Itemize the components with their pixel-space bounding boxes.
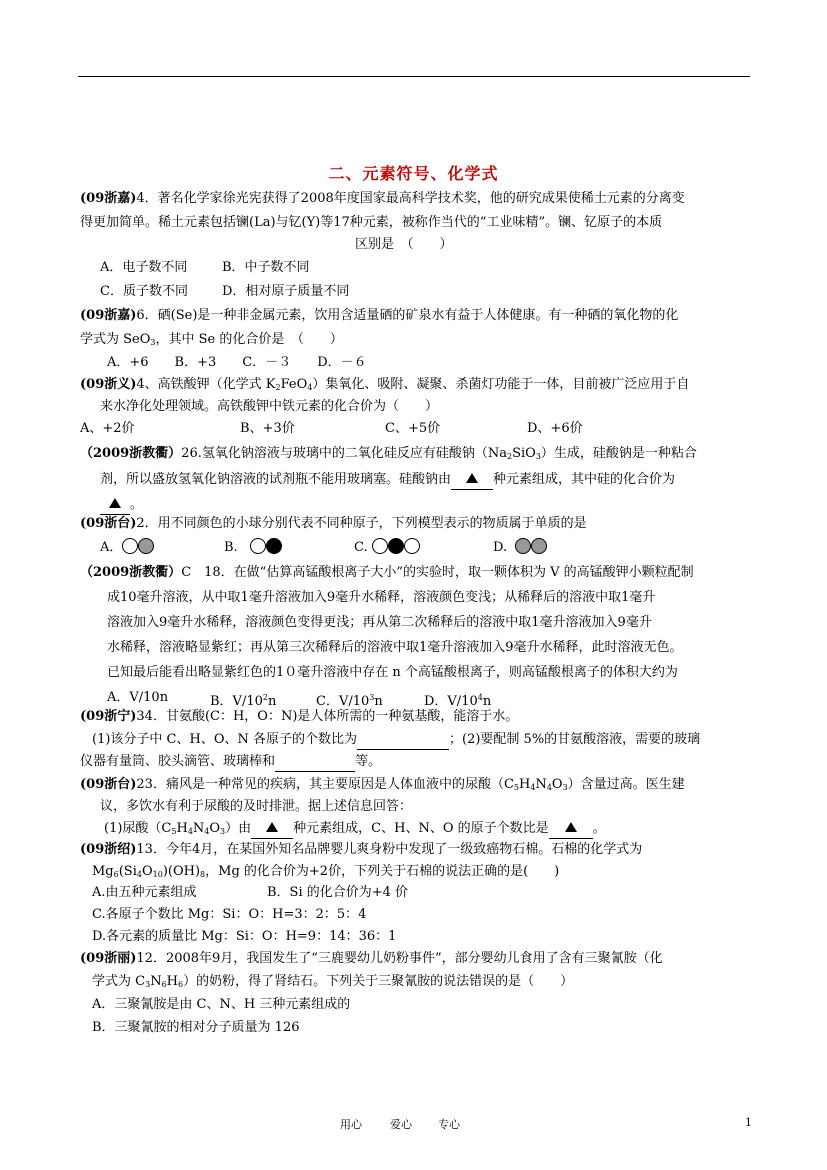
white-atom-icon xyxy=(122,538,138,554)
q8-blank-1[interactable] xyxy=(251,820,293,839)
q9-option-b: B．Si 的化合价为+4 价 xyxy=(267,885,409,900)
q6-line-1: （2009浙教衢）C 18．在做“估算高锰酸根离子大小”的实验时，取一颗体积为 V 的高锰酸钾小颗粒配制 xyxy=(80,565,694,580)
q10-line-1: (09浙丽)12．2008年9月，我国发生了“三鹿婴幼儿奶粉事件”，部分婴幼儿食用了含有三聚氰胺（化 xyxy=(80,951,663,966)
q1-line-3: 区别是 （ ） xyxy=(355,237,453,252)
q6-line-3: 溶液加入9毫升水稀释，溶液颜色变得更浅；再从第二次稀释后的溶液中取1毫升溶液加入9毫升 xyxy=(107,615,652,630)
q1-line-2: 得更加简单。稀土元素包括镧(La)与钇(Y)等17种元素，被称作当代的“工业味精”。镧、钇原子的本质 xyxy=(80,215,663,230)
q1-tag: (09浙嘉) xyxy=(80,191,137,206)
q10-option-a: A．三聚氰胺是由 C、N、H 三种元素组成的 xyxy=(92,997,351,1012)
q6-line-5: 已知最后能看出略显紫红色的1０毫升溶液中存在 n 个高锰酸根离子，则高锰酸根离子的体积大约为 xyxy=(107,665,678,680)
q8-tag: (09浙台) xyxy=(80,777,137,792)
q6-line-2: 成10毫升溶液，从中取1毫升溶液加入9毫升水稀释，溶液颜色变浅；从稀释后的溶液中取1毫升 xyxy=(107,590,656,605)
q3-option-b: B、+3价 xyxy=(240,421,295,436)
q4-blank-2[interactable] xyxy=(100,496,130,515)
q2-tag: (09浙嘉) xyxy=(80,308,137,323)
q8-line-1: (09浙台)23．痛风是一种常见的疾病，其主要原因是人体血液中的尿酸$(C_5H_4N_4O_3)$含量过高。医生建 xyxy=(80,777,685,792)
q1-option-a: A．电子数不同 xyxy=(100,260,188,275)
q8-line-2: 议，多饮水有利于尿酸的及时排泄。据上述信息回答： xyxy=(100,799,413,814)
q6-line-4: 水稀释，溶液略显紫红；再从第三次稀释后的溶液中取1毫升溶液加入9毫升水稀释，此时溶液无色。 xyxy=(107,640,683,655)
q7-tag: (09浙宁) xyxy=(80,709,137,724)
q3-line-2: 来水净化处理领域。高铁酸钾中铁元素的化合价为（ ） xyxy=(100,399,439,414)
q7-line-2: (1)该分子中 C、H、O、N 各原子的个数比为 ；(2)要配制 5%的甘氨酸溶液，需要的玻璃 xyxy=(92,731,700,750)
q10-tag: (09浙丽) xyxy=(80,951,137,966)
black-atom-icon xyxy=(388,538,404,554)
footer-text-1: 用心 xyxy=(340,1118,362,1131)
black-atom-icon xyxy=(266,538,282,554)
q9-tag: (09浙绍) xyxy=(80,842,137,857)
white-atom-icon xyxy=(250,538,266,554)
q9-option-c: C.各原子个数比 Mg：Si：O：H=3：2：5：4 xyxy=(92,907,367,922)
q3-tag: (09浙义) xyxy=(80,377,137,392)
gray-atom-icon xyxy=(138,538,154,554)
q5-line-1: (09浙台)2．用不同颜色的小球分别代表不同种原子，下列模型表示的物质属于单质的是 xyxy=(80,516,587,531)
triangle-icon xyxy=(565,822,577,832)
q4-blank-1[interactable] xyxy=(451,471,493,490)
q7-line-3: 仪器有量筒、胶头滴管、玻璃棒和 等。 xyxy=(80,753,381,772)
q6-option-a: A．V/10n xyxy=(107,690,169,705)
triangle-icon xyxy=(466,473,478,483)
q4-line-2: 剂，所以盛放氢氧化钠溶液的试剂瓶不能用玻璃塞。硅酸钠由 种元素组成，其中硅的化合价为 xyxy=(100,471,675,490)
q7-blank-2[interactable] xyxy=(275,753,355,772)
page-number: 1 xyxy=(745,1116,752,1129)
page-title: 二、元素符号、化学式 xyxy=(328,164,499,183)
q2-line-2: 学式为 SeO$_3$，其中 Se 的化合价是 （ ） xyxy=(80,332,343,347)
footer-text-3: 专心 xyxy=(438,1118,460,1131)
q6-option-b: B．$V/10^2n$ xyxy=(210,693,277,709)
q10-option-b: B．三聚氰胺的相对分子质量为 126 xyxy=(92,1020,300,1035)
q6-option-c: C．$V/10^3n$ xyxy=(316,693,383,709)
q3-line-1: (09浙义)4、高铁酸钾（化学式 $K_2FeO_4$）集氧化、吸附、凝聚、杀菌灯功能于一体，目前被广泛应用于自 xyxy=(80,377,690,392)
q3-option-c: C、+5价 xyxy=(385,421,441,436)
gray-atom-icon xyxy=(515,538,531,554)
q5-option-b: B. xyxy=(224,538,282,557)
q4-line-3: 。 xyxy=(100,496,143,515)
q5-tag: (09浙台) xyxy=(80,516,137,531)
triangle-icon xyxy=(109,498,121,508)
q5-option-d: D. xyxy=(493,538,547,557)
triangle-icon xyxy=(266,822,278,832)
footer-text-2: 爱心 xyxy=(390,1118,412,1131)
header-rule xyxy=(78,76,750,77)
q1-option-b: B．中子数不同 xyxy=(222,260,310,275)
q1-option-d: D．相对原子质量不同 xyxy=(222,284,350,299)
gray-atom-icon xyxy=(531,538,547,554)
q8-blank-2[interactable] xyxy=(549,820,593,839)
q7-blank-1[interactable] xyxy=(357,731,449,750)
q1-option-c: C．质子数不同 xyxy=(100,284,188,299)
q9-line-2: $Mg_6(Si_4O_{10})(OH)_8$，Mg 的化合价为+2价，下列关于石棉的说法正确的是( ) xyxy=(92,864,560,879)
q10-line-2: 学式为 $C_3N_6H_6$）的奶粉，得了肾结石。下列关于三聚氰胺的说法错误的是（ ） xyxy=(92,974,574,989)
q2-options: A．+6 B．+3 C．－３ D．－６ xyxy=(107,355,367,370)
q4-line-1: （2009浙教衢）26.氢氧化钠溶液与玻璃中的二氧化硅反应有硅酸钠$(Na_2SiO_3)$生成，硅酸钠是一种粘合 xyxy=(80,446,697,461)
q7-line-1: (09浙宁)34．甘氨酸(C：H，O：N)是人体所需的一种氨基酸，能溶于水。 xyxy=(80,709,519,724)
q9-option-a: A.由五种元素组成 xyxy=(92,885,197,900)
q6-tag: （2009浙教衢） xyxy=(80,565,182,580)
q4-tag: （2009浙教衢） xyxy=(80,446,182,461)
q9-option-d: D.各元素的质量比 Mg：Si：O：H=9：14：36：1 xyxy=(92,929,397,944)
white-atom-icon xyxy=(372,538,388,554)
q5-option-a: A． xyxy=(100,538,154,557)
q8-line-3: (1)尿酸$(C_5H_4N_4O_3)$由 种元素组成，C、H、N、O 的原子个数比是 。 xyxy=(104,820,606,841)
q5-option-c: C. xyxy=(354,538,420,557)
q3-option-d: D、+6价 xyxy=(527,421,583,436)
white-atom-icon xyxy=(404,538,420,554)
q6-option-d: D．$V/10^4n$ xyxy=(424,693,492,709)
q3-option-a: A、+2价 xyxy=(80,421,135,436)
q2-line-1: (09浙嘉)6．硒(Se)是一种非金属元素，饮用含适量硒的矿泉水有益于人体健康。有一种硒的氧化物的化 xyxy=(80,308,679,323)
q9-line-1: (09浙绍)13．今年4月，在某国外知名品牌婴儿爽身粉中发现了一级致癌物石棉。石棉的化学式为 xyxy=(80,842,643,857)
q1-line-1: (09浙嘉)4．著名化学家徐光宪获得了2008年度国家最高科学技术奖，他的研究成果使稀土元素的分离变 xyxy=(80,191,685,206)
